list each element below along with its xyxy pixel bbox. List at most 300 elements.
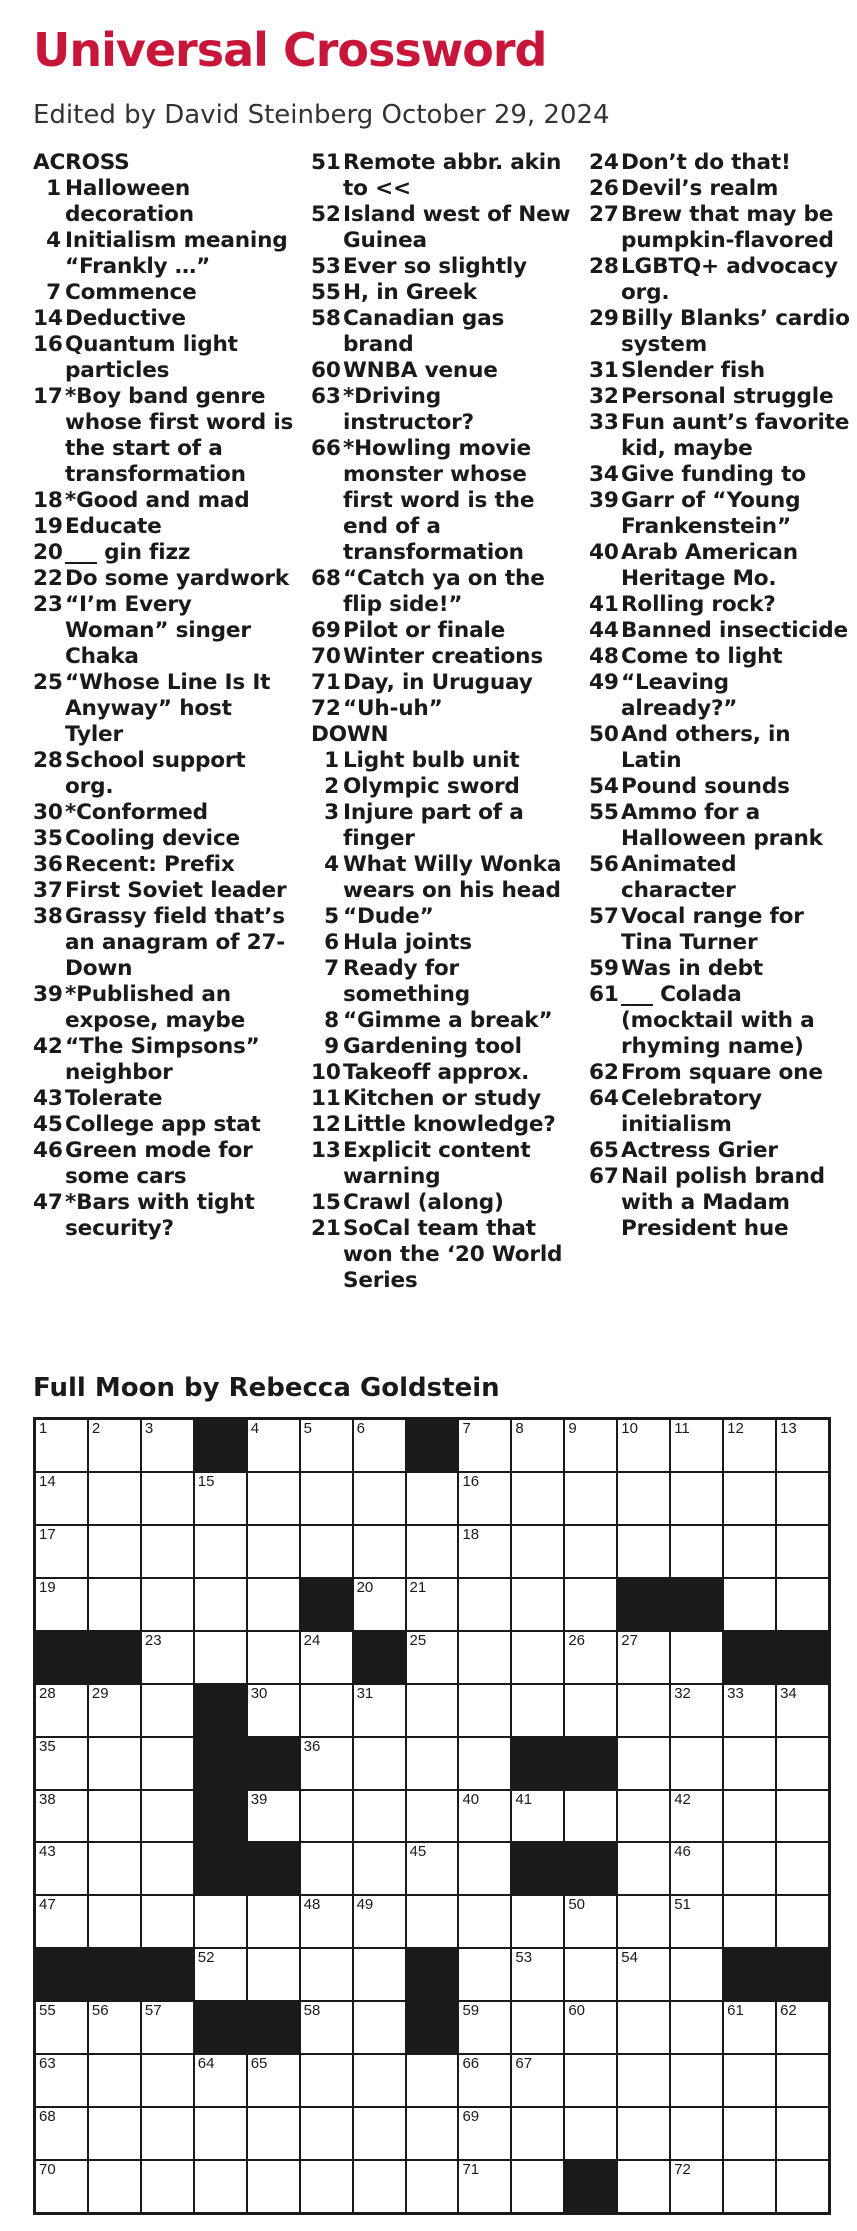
grid-cell[interactable]	[195, 2161, 246, 2212]
cell-number: 20	[356, 1578, 374, 1596]
grid-cell[interactable]	[142, 2161, 193, 2212]
clue-number: 38	[33, 904, 63, 929]
grid-cell[interactable]	[248, 1791, 299, 1842]
grid-cell[interactable]	[724, 2002, 775, 2053]
grid-cell[interactable]	[89, 1791, 140, 1842]
grid-cell[interactable]	[142, 1791, 193, 1842]
grid-cell[interactable]	[512, 1579, 563, 1630]
down-clue	[589, 904, 851, 956]
grid-cell[interactable]	[36, 1420, 87, 1471]
grid-cell[interactable]	[89, 2161, 140, 2212]
cell-number: 48	[303, 1896, 321, 1914]
down-clue	[311, 1086, 573, 1112]
grid-cell[interactable]	[36, 1579, 87, 1630]
grid-cell[interactable]	[512, 2108, 563, 2159]
grid-block	[248, 2002, 299, 2053]
grid-cell[interactable]	[89, 2055, 140, 2106]
clue-column-1	[33, 150, 295, 1242]
grid-cell[interactable]	[407, 1791, 458, 1842]
grid-cell[interactable]	[565, 1526, 616, 1577]
grid-cell[interactable]	[36, 2055, 87, 2106]
clue-number: 17	[33, 384, 63, 409]
grid-cell[interactable]	[671, 2161, 722, 2212]
grid-cell[interactable]	[671, 1526, 722, 1577]
clue-number: 4	[324, 852, 339, 877]
clue-number: 47	[33, 1190, 63, 1215]
grid-cell[interactable]	[142, 1685, 193, 1736]
down-clue	[589, 982, 851, 1060]
cell-number: 15	[197, 1472, 215, 1490]
cell-number: 53	[515, 1949, 533, 1967]
clue-text: Ever so slightly	[343, 254, 527, 279]
grid-cell[interactable]	[36, 1685, 87, 1736]
grid-cell[interactable]	[512, 2055, 563, 2106]
cell-number: 9	[568, 1420, 577, 1437]
grid-cell[interactable]	[36, 1473, 87, 1524]
grid-cell[interactable]	[565, 1632, 616, 1683]
grid-cell[interactable]	[459, 1420, 510, 1471]
clue-text: “I’m Every Woman” singer Chaka	[65, 592, 251, 669]
down-clue	[589, 488, 851, 540]
grid-cell[interactable]	[724, 2108, 775, 2159]
grid-cell[interactable]	[671, 1843, 722, 1894]
clue-number: 48	[589, 644, 619, 669]
down-clue	[589, 462, 851, 488]
cell-number: 39	[250, 1790, 268, 1808]
grid-cell[interactable]	[89, 1843, 140, 1894]
grid-cell[interactable]	[671, 1738, 722, 1789]
grid-block	[195, 1420, 246, 1471]
grid-cell[interactable]	[248, 2108, 299, 2159]
grid-cell[interactable]	[195, 1896, 246, 1947]
grid-cell[interactable]	[301, 1896, 352, 1947]
across-clue	[311, 696, 573, 722]
cell-number: 66	[462, 2055, 480, 2073]
grid-cell[interactable]	[512, 1949, 563, 2000]
grid-cell[interactable]	[407, 1843, 458, 1894]
down-clue	[589, 644, 851, 670]
grid-cell[interactable]	[354, 2108, 405, 2159]
grid-cell[interactable]	[777, 2108, 828, 2159]
grid-cell[interactable]	[618, 2161, 669, 2212]
grid-cell[interactable]	[301, 2002, 352, 2053]
grid-cell[interactable]	[618, 1473, 669, 1524]
grid-cell[interactable]	[777, 1843, 828, 1894]
grid-block	[565, 1843, 616, 1894]
grid-cell[interactable]	[301, 2161, 352, 2212]
grid-cell[interactable]	[724, 2161, 775, 2212]
grid-cell[interactable]	[36, 1738, 87, 1789]
grid-cell[interactable]	[459, 1473, 510, 1524]
grid-cell[interactable]	[777, 1526, 828, 1577]
grid-cell[interactable]	[354, 2161, 405, 2212]
clue-text: Nail polish brand with a Madam President hue	[621, 1164, 825, 1241]
grid-cell[interactable]	[724, 1526, 775, 1577]
grid-cell[interactable]	[89, 1526, 140, 1577]
grid-cell[interactable]	[459, 1632, 510, 1683]
grid-cell[interactable]	[301, 1791, 352, 1842]
cell-number: 42	[674, 1790, 691, 1808]
grid-cell[interactable]	[459, 2002, 510, 2053]
grid-block	[565, 2161, 616, 2212]
clue-text: “Dude”	[343, 904, 434, 929]
clue-text: From square one	[621, 1060, 823, 1085]
grid-cell[interactable]	[407, 1685, 458, 1736]
cell-number: 70	[39, 2161, 56, 2179]
grid-cell[interactable]	[565, 1473, 616, 1524]
grid-cell[interactable]	[354, 1738, 405, 1789]
grid-cell[interactable]	[142, 1843, 193, 1894]
grid-cell[interactable]	[142, 1896, 193, 1947]
across-clue	[311, 384, 573, 436]
clue-number: 68	[311, 566, 341, 591]
grid-cell[interactable]	[671, 2055, 722, 2106]
grid-cell[interactable]	[407, 1579, 458, 1630]
down-clue	[311, 1216, 573, 1294]
clue-text: “Uh-uh”	[343, 696, 443, 721]
grid-cell[interactable]	[512, 2002, 563, 2053]
clue-number: 14	[33, 306, 63, 331]
grid-cell[interactable]	[565, 1579, 616, 1630]
grid-cell[interactable]	[459, 1896, 510, 1947]
across-clue	[33, 228, 295, 280]
cell-number: 61	[727, 2002, 744, 2020]
grid-cell[interactable]	[195, 1473, 246, 1524]
grid-cell[interactable]	[724, 1420, 775, 1471]
clue-number: 49	[589, 670, 619, 695]
cell-number: 54	[621, 1949, 638, 1967]
grid-cell[interactable]	[512, 1896, 563, 1947]
grid-cell[interactable]	[142, 1579, 193, 1630]
grid-cell[interactable]	[512, 1420, 563, 1471]
grid-cell[interactable]	[36, 2002, 87, 2053]
grid-cell[interactable]	[565, 2055, 616, 2106]
clue-number: 63	[311, 384, 341, 409]
grid-cell[interactable]	[407, 1632, 458, 1683]
grid-cell[interactable]	[724, 1791, 775, 1842]
grid-cell[interactable]	[724, 1843, 775, 1894]
clue-number: 64	[589, 1086, 619, 1111]
grid-cell[interactable]	[248, 1473, 299, 1524]
down-clue	[311, 748, 573, 774]
across-clue	[33, 1034, 295, 1086]
grid-cell[interactable]	[777, 1579, 828, 1630]
down-clue	[589, 306, 851, 358]
grid-cell[interactable]	[142, 2108, 193, 2159]
grid-cell[interactable]	[459, 1843, 510, 1894]
grid-cell[interactable]	[777, 1420, 828, 1471]
grid-cell[interactable]	[248, 1949, 299, 2000]
clue-number: 39	[33, 982, 63, 1007]
grid-cell[interactable]	[407, 2108, 458, 2159]
across-heading: ACROSS	[33, 150, 130, 175]
grid-cell[interactable]	[407, 1526, 458, 1577]
grid-block	[89, 1949, 140, 2000]
grid-cell[interactable]	[459, 2161, 510, 2212]
down-clue	[311, 956, 573, 1008]
grid-cell[interactable]	[248, 1420, 299, 1471]
down-clue	[589, 722, 851, 774]
grid-cell[interactable]	[512, 1526, 563, 1577]
grid-cell[interactable]	[777, 1791, 828, 1842]
grid-cell[interactable]	[459, 1949, 510, 2000]
grid-cell[interactable]	[459, 2055, 510, 2106]
grid-cell[interactable]	[724, 2055, 775, 2106]
down-clue	[311, 1138, 573, 1190]
across-clue	[311, 644, 573, 670]
grid-cell[interactable]	[618, 2002, 669, 2053]
grid-cell[interactable]	[248, 2055, 299, 2106]
grid-cell[interactable]	[89, 1685, 140, 1736]
clue-text: LGBTQ+ advocacy org.	[621, 254, 838, 305]
clue-number: 70	[311, 644, 341, 669]
grid-cell[interactable]	[354, 1843, 405, 1894]
grid-cell[interactable]	[671, 1896, 722, 1947]
cell-number: 72	[674, 2161, 691, 2179]
grid-cell[interactable]	[142, 1473, 193, 1524]
grid-cell[interactable]	[301, 1738, 352, 1789]
across-clue	[33, 852, 295, 878]
clue-text: Pilot or finale	[343, 618, 506, 643]
clue-number: 53	[311, 254, 341, 279]
grid-cell[interactable]	[618, 1526, 669, 1577]
grid-cell[interactable]	[301, 2108, 352, 2159]
grid-cell[interactable]	[671, 1473, 722, 1524]
grid-cell[interactable]	[89, 2108, 140, 2159]
grid-cell[interactable]	[565, 2108, 616, 2159]
clue-number: 28	[589, 254, 619, 279]
grid-cell[interactable]	[407, 1473, 458, 1524]
grid-cell[interactable]	[618, 1843, 669, 1894]
grid-cell[interactable]	[195, 1579, 246, 1630]
clue-number: 1	[324, 748, 339, 773]
grid-cell[interactable]	[777, 1738, 828, 1789]
grid-cell[interactable]	[354, 1526, 405, 1577]
grid-cell[interactable]	[618, 1896, 669, 1947]
cell-number: 26	[568, 1631, 586, 1649]
grid-cell[interactable]	[248, 1526, 299, 1577]
clue-text: *Published an expose, maybe	[65, 982, 246, 1033]
cell-number: 47	[39, 1896, 56, 1914]
clue-text: SoCal team that won the ‘20 World Series	[343, 1216, 563, 1293]
across-clue	[33, 176, 295, 228]
grid-cell[interactable]	[618, 1632, 669, 1683]
grid-cell[interactable]	[195, 1632, 246, 1683]
grid-cell[interactable]	[354, 1949, 405, 2000]
across-clue	[33, 514, 295, 540]
grid-cell[interactable]	[724, 1685, 775, 1736]
grid-cell[interactable]	[459, 1685, 510, 1736]
across-clue	[33, 1190, 295, 1242]
grid-cell[interactable]	[407, 2161, 458, 2212]
cell-number: 21	[409, 1578, 427, 1596]
grid-cell[interactable]	[195, 2055, 246, 2106]
grid-cell[interactable]	[36, 1896, 87, 1947]
down-clue	[589, 176, 851, 202]
grid-cell[interactable]	[354, 1791, 405, 1842]
clue-text: Celebratory initialism	[621, 1086, 762, 1137]
grid-cell[interactable]	[565, 1949, 616, 2000]
grid-cell[interactable]	[89, 1738, 140, 1789]
grid-cell[interactable]	[724, 1896, 775, 1947]
grid-cell[interactable]	[777, 2055, 828, 2106]
grid-cell[interactable]	[459, 1738, 510, 1789]
cell-number: 17	[39, 1525, 56, 1543]
clue-text: Educate	[65, 514, 162, 539]
across-clue	[33, 670, 295, 748]
grid-cell[interactable]	[407, 2055, 458, 2106]
grid-cell[interactable]	[459, 1579, 510, 1630]
grid-cell[interactable]	[89, 1579, 140, 1630]
grid-cell[interactable]	[301, 1685, 352, 1736]
grid-cell[interactable]	[89, 1896, 140, 1947]
grid-cell[interactable]	[671, 1685, 722, 1736]
grid-cell[interactable]	[777, 1473, 828, 1524]
across-clue	[311, 670, 573, 696]
down-clue	[589, 150, 851, 176]
grid-cell[interactable]	[671, 1791, 722, 1842]
grid-cell[interactable]	[301, 2055, 352, 2106]
grid-cell[interactable]	[142, 1738, 193, 1789]
grid-cell[interactable]	[301, 1473, 352, 1524]
grid-cell[interactable]	[301, 1420, 352, 1471]
grid-cell[interactable]	[195, 2108, 246, 2159]
grid-cell[interactable]	[142, 1526, 193, 1577]
grid-cell[interactable]	[248, 1685, 299, 1736]
grid-cell[interactable]	[777, 1685, 828, 1736]
grid-cell[interactable]	[671, 2108, 722, 2159]
grid-cell[interactable]	[142, 1632, 193, 1683]
grid-cell[interactable]	[89, 2002, 140, 2053]
grid-cell[interactable]	[565, 1420, 616, 1471]
down-clue	[311, 800, 573, 852]
grid-cell[interactable]	[565, 1896, 616, 1947]
grid-cell[interactable]	[354, 1420, 405, 1471]
clue-text: Animated character	[621, 852, 737, 903]
grid-cell[interactable]	[89, 1473, 140, 1524]
grid-cell[interactable]	[407, 1896, 458, 1947]
grid-cell[interactable]	[36, 2161, 87, 2212]
cell-number: 13	[780, 1420, 797, 1437]
grid-cell[interactable]	[354, 1685, 405, 1736]
clue-text: Gardening tool	[343, 1034, 522, 1059]
grid-cell[interactable]	[777, 2161, 828, 2212]
grid-cell[interactable]	[512, 2161, 563, 2212]
clue-text: Was in debt	[621, 956, 763, 981]
grid-cell[interactable]	[618, 1685, 669, 1736]
grid-cell[interactable]	[618, 2108, 669, 2159]
grid-cell[interactable]	[671, 2002, 722, 2053]
down-clue	[589, 384, 851, 410]
grid-cell[interactable]	[565, 1791, 616, 1842]
cell-number: 14	[39, 1472, 56, 1490]
grid-cell[interactable]	[618, 1949, 669, 2000]
grid-cell[interactable]	[142, 2055, 193, 2106]
cell-number: 10	[621, 1420, 638, 1437]
cell-number: 5	[303, 1420, 312, 1437]
grid-cell[interactable]	[512, 1473, 563, 1524]
grid-cell[interactable]	[512, 1791, 563, 1842]
grid-cell[interactable]	[565, 2002, 616, 2053]
grid-cell[interactable]	[618, 2055, 669, 2106]
grid-cell[interactable]	[142, 1420, 193, 1471]
grid-cell[interactable]	[618, 1791, 669, 1842]
grid-cell[interactable]	[671, 1949, 722, 2000]
grid-cell[interactable]	[354, 1473, 405, 1524]
grid-cell[interactable]	[301, 1843, 352, 1894]
grid-cell[interactable]	[724, 1738, 775, 1789]
grid-cell[interactable]	[89, 1420, 140, 1471]
cell-number: 28	[39, 1684, 56, 1702]
grid-cell[interactable]	[512, 1632, 563, 1683]
grid-cell[interactable]	[301, 1526, 352, 1577]
clue-number: 15	[311, 1190, 341, 1215]
grid-cell[interactable]	[248, 1896, 299, 1947]
clue-number: 13	[311, 1138, 341, 1163]
grid-cell[interactable]	[618, 1738, 669, 1789]
clue-text: Tolerate	[65, 1086, 163, 1111]
cell-number: 63	[39, 2055, 56, 2073]
clue-number: 39	[589, 488, 619, 513]
cell-number: 62	[780, 2002, 797, 2020]
grid-cell[interactable]	[618, 1420, 669, 1471]
grid-cell[interactable]	[459, 1526, 510, 1577]
grid-cell[interactable]	[354, 2055, 405, 2106]
down-clue	[311, 930, 573, 956]
grid-cell[interactable]	[36, 1526, 87, 1577]
clue-number: 6	[324, 930, 339, 955]
grid-cell[interactable]	[248, 2161, 299, 2212]
cell-number: 60	[568, 2002, 586, 2020]
grid-cell[interactable]	[777, 2002, 828, 2053]
grid-cell[interactable]	[195, 1526, 246, 1577]
grid-cell[interactable]	[459, 1791, 510, 1842]
clue-number: 29	[589, 306, 619, 331]
grid-cell[interactable]	[301, 1632, 352, 1683]
grid-cell[interactable]	[248, 1632, 299, 1683]
grid-cell[interactable]	[671, 1632, 722, 1683]
clue-text: Billy Blanks’ cardio system	[621, 306, 850, 357]
grid-cell[interactable]	[354, 2002, 405, 2053]
grid-cell[interactable]	[354, 1579, 405, 1630]
grid-block	[195, 1843, 246, 1894]
grid-cell[interactable]	[36, 1791, 87, 1842]
grid-cell[interactable]	[671, 1420, 722, 1471]
cell-number: 68	[39, 2108, 56, 2126]
clue-text: Deductive	[65, 306, 186, 331]
down-clue	[311, 1112, 573, 1138]
grid-cell[interactable]	[565, 1685, 616, 1736]
grid-cell[interactable]	[301, 1949, 352, 2000]
clue-number: 21	[311, 1216, 341, 1241]
down-clue	[311, 1190, 573, 1216]
grid-cell[interactable]	[777, 1896, 828, 1947]
grid-cell[interactable]	[459, 2108, 510, 2159]
grid-cell[interactable]	[724, 1473, 775, 1524]
grid-cell[interactable]	[142, 2002, 193, 2053]
clue-text: Quantum light particles	[65, 332, 238, 383]
clue-text: Rolling rock?	[621, 592, 776, 617]
grid-cell[interactable]	[248, 1579, 299, 1630]
grid-cell[interactable]	[407, 1738, 458, 1789]
grid-cell[interactable]	[36, 1843, 87, 1894]
grid-cell[interactable]	[36, 2108, 87, 2159]
grid-cell[interactable]	[724, 1579, 775, 1630]
grid-block	[724, 1949, 775, 2000]
grid-cell[interactable]	[195, 1949, 246, 2000]
grid-cell[interactable]	[354, 1896, 405, 1947]
grid-cell[interactable]	[512, 1685, 563, 1736]
